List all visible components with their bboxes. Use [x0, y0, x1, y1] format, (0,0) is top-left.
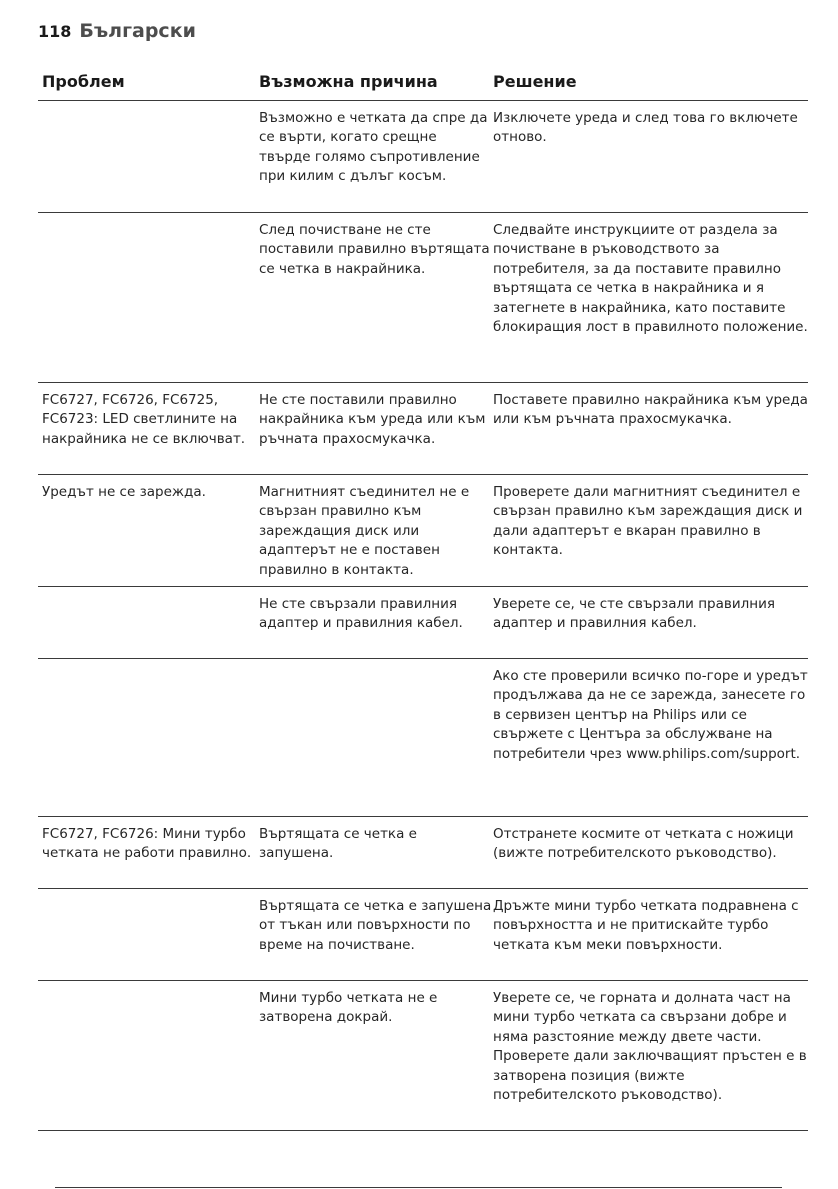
problem-cell: FC6727, FC6726: Мини турбо четката не работи правилно.	[42, 826, 252, 862]
cause-cell: Въртящата се четка е запушена от тъкан или повърхности по време на почистване.	[259, 898, 492, 953]
cause-cell	[258, 659, 492, 816]
cause-cell: Магнитният съединител не е свързан правилно към зареждащия диск или адаптерът не е поставен правилно в контакта.	[259, 484, 470, 578]
cause-cell: Не сте поставили правилно накрайника към уреда или към ръчната прахосмукачка.	[259, 392, 486, 447]
problem-cell	[38, 213, 258, 382]
solution-cell: Поставете правилно накрайника към уреда или към ръчната прахосмукачка.	[493, 392, 808, 428]
solution-cell: Дръжте мини турбо четката подравнена с повърхността и не притискайте турбо четката към меки повърхности.	[493, 898, 799, 953]
cause-cell: Мини турбо четката не е затворена докрай.	[259, 990, 438, 1026]
table-row	[38, 475, 808, 587]
page-header	[38, 20, 196, 42]
problem-cell	[38, 587, 258, 658]
table-header-row	[38, 70, 808, 101]
page-number: 118	[38, 22, 72, 41]
solution-cell: Изключете уреда и след това го включете отново.	[493, 110, 798, 146]
cause-cell: Въртящата се четка е запушена.	[259, 826, 417, 862]
table-row	[38, 383, 808, 475]
table-row	[38, 817, 808, 889]
column-header-problem: Проблем	[42, 72, 125, 91]
column-header-solution: Решение	[493, 72, 577, 91]
table-row	[38, 213, 808, 383]
solution-cell: Уверете се, че горната и долната част на мини турбо четката са свързани добре и няма разстояние между двете части. Проверете дали заключващият пръстен е в затворена позиция (вижте потребителското ръководство).	[493, 990, 807, 1104]
footer-divider	[55, 1187, 782, 1188]
cause-cell: След почистване не сте поставили правилно въртящата се четка в накрайника.	[259, 222, 490, 277]
problem-cell: FC6727, FC6726, FC6725, FC6723: LED светлините на накрайника не се включват.	[42, 392, 246, 447]
table-row	[38, 101, 808, 213]
troubleshooting-table	[38, 70, 808, 1131]
problem-cell	[38, 981, 258, 1130]
table-row	[38, 659, 808, 817]
cause-cell: Възможно е четката да спре да се върти, когато срещне твърде голямо съпротивление при килим с дълъг косъм.	[259, 110, 488, 185]
solution-cell: Ако сте проверили всичко по-горе и уредът продължава да не се зарежда, занесете го в сервизен център на Philips или се свържете с Центъра за обслужване на потребители чрез www.philips.com/support.	[493, 668, 808, 762]
solution-cell: Следвайте инструкциите от раздела за почистване в ръководството за потребителя, за да поставите правилно въртящата се четка в накрайника и я затегнете в накрайника, като поставите блокиращия лост в правилното положение.	[493, 222, 808, 336]
problem-cell: Уредът не се зарежда.	[42, 484, 206, 500]
solution-cell: Уверете се, че сте свързали правилния адаптер и правилния кабел.	[493, 596, 775, 632]
solution-cell: Отстранете космите от четката с ножици (вижте потребителското ръководство).	[493, 826, 794, 862]
problem-cell	[38, 659, 258, 816]
table-row	[38, 981, 808, 1131]
problem-cell	[38, 889, 258, 980]
solution-cell: Проверете дали магнитният съединител е свързан правилно към зареждащия диск и дали адаптерът е вкаран правилно в контакта.	[493, 484, 803, 559]
table-row	[38, 587, 808, 659]
cause-cell: Не сте свързали правилния адаптер и правилния кабел.	[259, 596, 463, 632]
problem-cell	[38, 101, 258, 212]
page-title: Български	[79, 20, 196, 42]
column-header-cause: Възможна причина	[259, 72, 438, 91]
table-row	[38, 889, 808, 981]
